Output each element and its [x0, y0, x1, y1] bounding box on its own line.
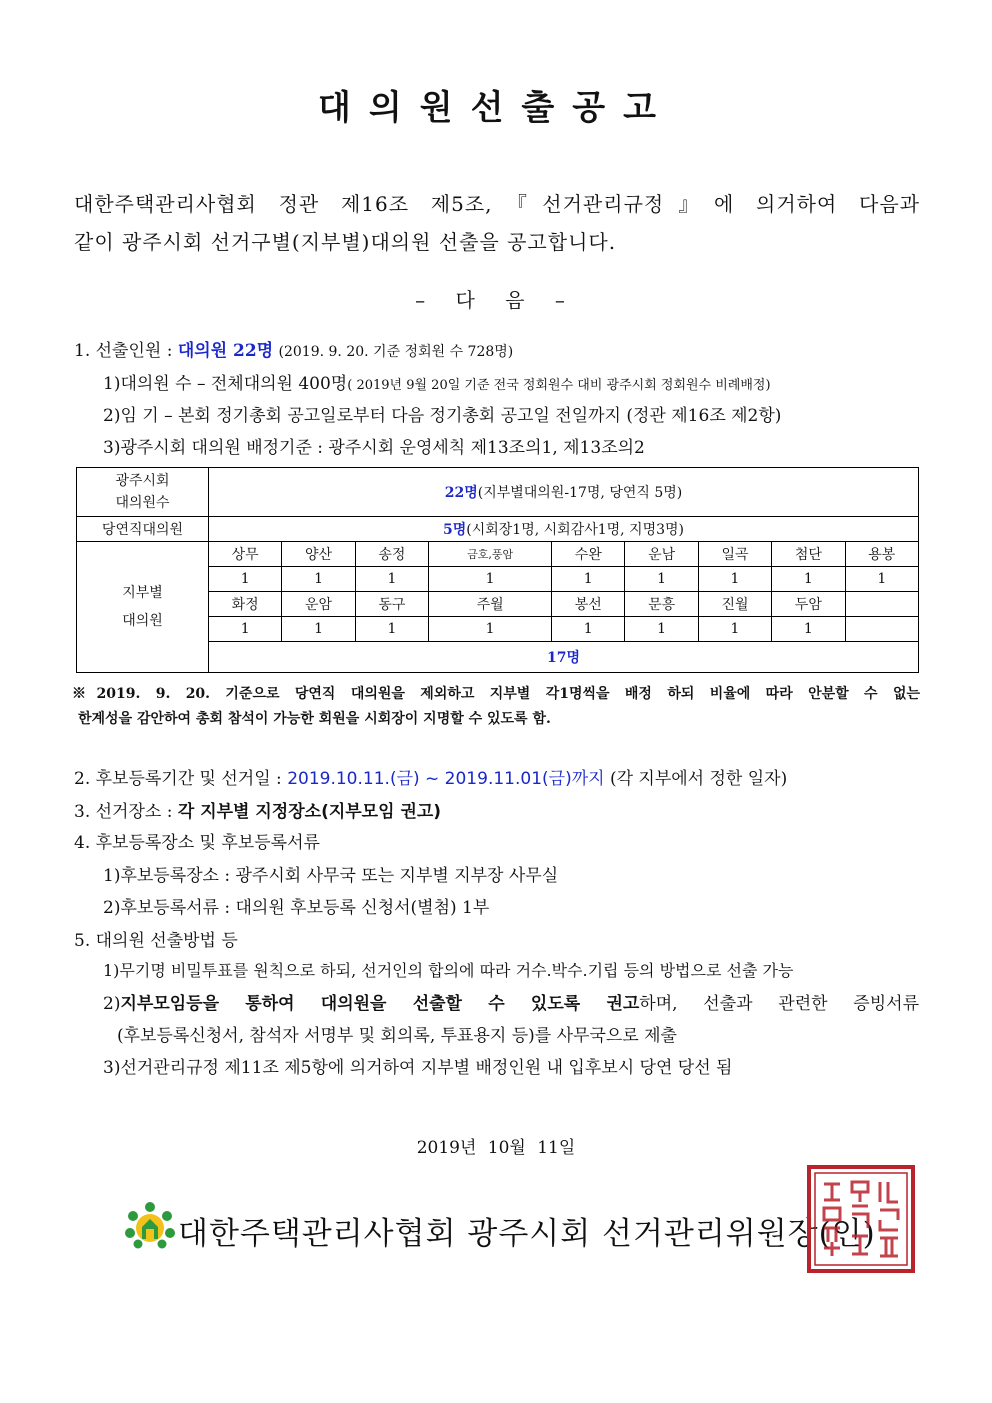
intro-line-1: 대한주택관리사협회 정관 제16조 제5조,『선거관리규정』에 의거하여 다음과	[74, 192, 920, 216]
section-2-label: 2. 후보등록기간 및 선거일 :	[74, 769, 282, 789]
item-bold: 지부모임등을 통하여 대의원을 선출할 수 있도록 권고	[120, 994, 640, 1014]
branch-name: 양산	[282, 542, 355, 567]
branch-count: 1	[772, 617, 845, 642]
section-4-label: 4. 후보등록장소 및 후보등록서류	[74, 833, 320, 853]
section-1-item-2: 2)임 기 – 본회 정기총회 공고일로부터 다음 정기총회 공고일 전일까지 (정관 제16조 제2항)	[103, 406, 782, 426]
section-2	[74, 764, 787, 789]
section-5-item-1: 1)무기명 비밀투표를 원칙으로 하되, 선거인의 합의에 따라 거수.박수.기립 등의 방법으로 선출 가능	[103, 961, 794, 980]
branch-name: 봉선	[552, 592, 625, 617]
total-label-cell	[77, 468, 209, 517]
branch-total-cell	[209, 642, 919, 673]
branch-count: 1	[625, 567, 698, 592]
signature-line: 대한주택관리사협회 광주시회 선거관리위원장(인)	[178, 1216, 876, 1252]
branch-count: 1	[772, 567, 845, 592]
branch-total: 17명	[546, 650, 580, 666]
section-4-item-2: 2)후보등록서류 : 대의원 후보등록 신청서(별첨) 1부	[103, 898, 490, 918]
section-5-item-2-cont: (후보등록신청서, 참석자 서명부 및 회의록, 투표용지 등)를 사무국으로 제출	[117, 1026, 677, 1046]
total-value-cell	[209, 468, 919, 517]
branch-name	[845, 592, 918, 617]
issue-date: 2019년 10월 11일	[416, 1138, 576, 1158]
section-1-note: (2019. 9. 20. 기준 정회원 수 728명)	[278, 344, 514, 360]
section-5-item-3: 3)선거관리규정 제11조 제5항에 의거하여 지부별 배정인원 내 입후보시 당연 당선 됨	[103, 1058, 733, 1078]
section-3-bold: 각 지부별 지정장소(지부모임 권고)	[177, 802, 442, 822]
total-breakdown: (지부별대의원-17명, 당연직 5명)	[477, 485, 683, 501]
section-1	[74, 336, 513, 361]
branch-name: 화정	[209, 592, 282, 617]
branch-name: 두암	[772, 592, 845, 617]
branch-count: 1	[552, 567, 625, 592]
branch-count: 1	[625, 617, 698, 642]
ex-officio-value: 5명	[443, 522, 467, 538]
branch-count: 1	[552, 617, 625, 642]
table-row-branches-1	[77, 542, 919, 567]
ex-officio-label: 당연직대의원	[77, 517, 209, 542]
footnote-line-2: 한계성을 감안하여 총회 참석이 가능한 회원을 시회장이 지명할 수 있도록 함.	[78, 711, 551, 727]
table-row-ex-officio	[77, 517, 919, 542]
branch-name: 운암	[282, 592, 355, 617]
item-rest: 하며, 선출과 관련한 증빙서류	[639, 994, 919, 1014]
branch-name: 진월	[698, 592, 771, 617]
section-2-rest: (각 지부에서 정한 일자)	[609, 769, 788, 789]
allocation-table	[76, 467, 919, 673]
ex-officio-value-cell	[209, 517, 919, 542]
section-heading: – 다 음 –	[415, 288, 577, 312]
table-row-total	[77, 468, 919, 517]
section-3-label: 3. 선거장소 :	[74, 802, 173, 822]
branch-count: 1	[429, 567, 552, 592]
association-logo-icon	[124, 1201, 176, 1249]
section-1-highlight: 대의원 22명	[177, 341, 274, 361]
official-seal-icon	[806, 1164, 916, 1274]
branch-name: 용봉	[845, 542, 918, 567]
footnote-line-1: ※2019. 9. 20. 기준으로 당연직 대의원을 제외하고 지부별 각1명씩을 배정 하되 비율에 따라 안분할 수 없는	[72, 686, 920, 702]
section-5-item-2	[103, 989, 919, 1014]
branch-name: 주월	[429, 592, 552, 617]
section-1-item-1	[103, 369, 771, 394]
section-2-highlight: 2019.10.11.(금) ~ 2019.11.01(금)까지	[287, 769, 605, 789]
branch-name: 문흥	[625, 592, 698, 617]
page-title: 대의원선출공고	[318, 88, 674, 128]
branch-count: 1	[355, 567, 428, 592]
section-1-label: 1. 선출인원 :	[74, 341, 173, 361]
branch-count: 1	[209, 617, 282, 642]
branch-name: 운남	[625, 542, 698, 567]
section-1-item-3: 3)광주시회 대의원 배정기준 : 광주시회 운영세칙 제13조의1, 제13조의2	[103, 438, 645, 458]
branch-label-a: 지부별	[122, 585, 163, 601]
branch-name: 동구	[355, 592, 428, 617]
branch-name: 상무	[209, 542, 282, 567]
section-3	[74, 797, 441, 822]
section-5-label: 5. 대의원 선출방법 등	[74, 931, 238, 951]
ex-officio-breakdown: (시회장1명, 시회감사1명, 지명3명)	[466, 522, 684, 538]
item-prefix: 2)	[103, 994, 121, 1014]
total-label-a: 광주시회	[115, 473, 170, 489]
branch-count: 1	[282, 617, 355, 642]
branch-label-b: 대의원	[122, 613, 163, 629]
item-text: 1)대의원 수 – 전체대의원 400명	[103, 374, 348, 394]
branch-count: 1	[209, 567, 282, 592]
total-value: 22명	[444, 485, 478, 501]
branch-label-cell	[77, 542, 209, 673]
branch-count: 1	[845, 567, 918, 592]
section-4-item-1: 1)후보등록장소 : 광주시회 사무국 또는 지부별 지부장 사무실	[103, 866, 559, 886]
branch-name: 송정	[355, 542, 428, 567]
branch-name: 금호,풍암	[429, 542, 552, 567]
branch-name: 수완	[552, 542, 625, 567]
total-label-b: 대의원수	[115, 495, 170, 511]
branch-name: 일곡	[698, 542, 771, 567]
branch-count: 1	[282, 567, 355, 592]
branch-name: 첨단	[772, 542, 845, 567]
item-subtext: ( 2019년 9월 20일 기준 전국 정회원수 대비 광주시회 정회원수 비례배정)	[347, 378, 771, 393]
branch-count: 1	[429, 617, 552, 642]
branch-count	[845, 617, 918, 642]
branch-count: 1	[698, 617, 771, 642]
branch-count: 1	[355, 617, 428, 642]
branch-count: 1	[698, 567, 771, 592]
intro-line-2: 같이 광주시회 선거구별(지부별)대의원 선출을 공고합니다.	[74, 230, 617, 254]
